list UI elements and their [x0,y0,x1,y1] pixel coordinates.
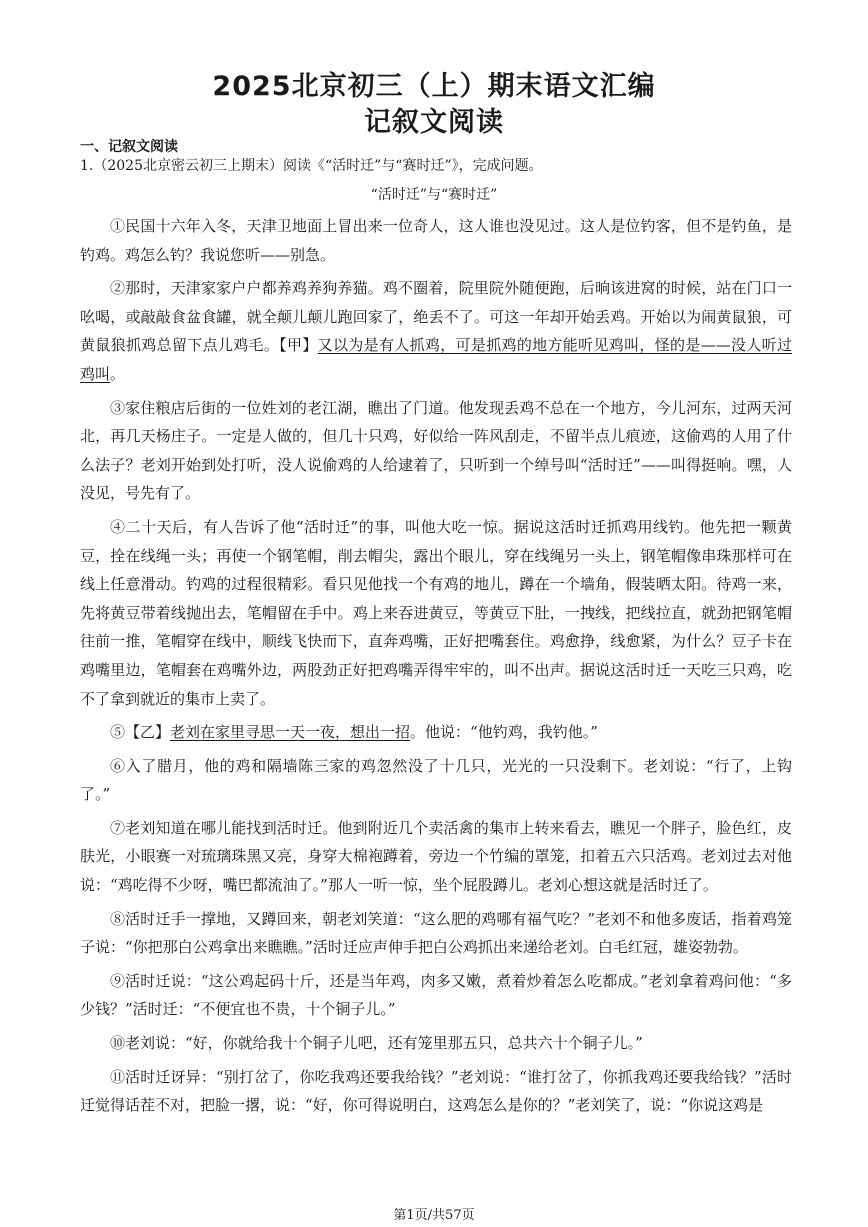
paragraph-5 [80,718,792,747]
paragraph-2-end: 。 [110,364,126,383]
paragraph-5-end: 。他说：“他钓鸡，我钓他。” [410,723,598,742]
paragraph-3: ③家住粮店后街的一位姓刘的老江湖，瞧出了门道。他发现丢鸡不总在一个地方，今儿河东，过两天河北，再几天杨庄子。一定是人做的，但几十只鸡，好似给一阵风刮走，不留半点儿痕迹，这偷鸡的人用了什么法子？老刘开始到处打听，没人说偷鸡的人给逮着了，只听到一个绰号叫“活时迁”——叫得挺响。嘿，人没见，号先有了。 [80,398,792,503]
paragraph-2 [80,274,792,388]
marker-yi: ⑤【乙】 [110,723,171,742]
paragraph-1: ①民国十六年入冬，天津卫地面上冒出来一位奇人，这人谁也没见过。这人是位钓客，但不是钓鱼，是钓鸡。鸡怎么钓？我说您听——别急。 [80,217,792,264]
underlined-sentence-jia: 又以为是有人抓鸡，可是抓鸡的地方能听见鸡叫，怪的是——没人听过鸡叫 [80,336,792,383]
document-subtitle: 记叙文阅读 [364,107,504,138]
underlined-sentence-yi: 老刘在家里寻思一天一夜，想出一招 [170,723,411,742]
document-title: 2025北京初三（上）期末语文汇编 [212,71,656,102]
paragraph-2-text: ②那时，天津家家户户都养鸡养狗养猫。鸡不圈着，院里院外随便跑，后晌该进窝的时候，站在门口一吆喝，或敲敲食盆食罐，就全颠儿颠儿跑回家了，绝丢不了。可这一年却开始丢鸡。开始以为闹黄鼠狼，可黄鼠狼抓鸡总留下点儿鸡毛。【甲】 [80,279,792,355]
article-body [80,212,792,1125]
section-heading: 一、记叙文阅读 [80,139,178,155]
paragraph-7: ⑦老刘知道在哪儿能找到活时迁。他到附近几个卖活禽的集市上转来看去，瞧见一个胖子，脸色红，皮肤光，小眼赛一对琉璃珠黑又亮，身穿大棉袍蹲着，旁边一个竹编的罩笼，扣着五六只活鸡。老刘过去对他说：“鸡吃得不少呀，嘴巴都流油了。”那人一听一惊，坐个屁股蹲儿。老刘心想这就是活时迁了。 [80,818,792,895]
article-title: “活时迁”与“赛时迁” [370,187,498,203]
paragraph-11: ⑪活时迁讶异：“别打岔了，你吃我鸡还要我给钱？”老刘说：“谁打岔了，你抓我鸡还要我给钱？”活时迁觉得话茬不对，把脸一撂，说：“好，你可得说明白，这鸡怎么是你的？”老刘笑了，说：“你说这鸡是 [80,1067,792,1115]
question-prompt: 1.（2025北京密云初三上期末）阅读《“活时迁”与“赛时迁”》，完成问题。 [80,158,543,174]
paragraph-6: ⑥入了腊月，他的鸡和隔墙陈三家的鸡忽然没了十几只，光光的一只没剩下。老刘说：“行了，上钩了。” [80,756,792,804]
paragraph-4: ④二十天后，有人告诉了他“活时迁”的事，叫他大吃一惊。据说这活时迁抓鸡用线钓。他先把一颗黄豆，拴在线绳一头；再使一个钢笔帽，削去帽尖，露出个眼儿，穿在线绳另一头上，钢笔帽像串珠那样可在线上任意滑动。钓鸡的过程很精彩。看只见他找一个有鸡的地儿，蹲在一个墙角，假装晒太阳。待鸡一来，先将黄豆带着线抛出去，笔帽留在手中。鸡上来吞进黄豆，等黄豆下肚，一拽线，把线拉直，就劲把钢笔帽往前一推，笔帽穿在线中，顺线飞快而下，直奔鸡嘴，正好把嘴套住。鸡愈挣，线愈紧，为什么？豆子卡在鸡嘴里边，笔帽套在鸡嘴外边，两股劲正好把鸡嘴弄得牢牢的，叫不出声。据说这活时迁一天吃三只鸡，吃不了拿到就近的集市上卖了。 [80,517,792,708]
paragraph-10: ⑩老刘说：“好，你就给我十个铜子儿吧，还有笼里那五只，总共六十个铜子儿。” [110,1034,643,1053]
paragraph-9: ⑨活时迁说：“这公鸡起码十斤，还是当年鸡，肉多又嫩，煮着炒着怎么吃都成。”老刘拿着鸡问他：“多少钱？”活时迁：“不便宜也不贵，十个铜子儿。” [80,971,792,1019]
paragraph-8: ⑧活时迁手一撑地，又蹲回来，朝老刘笑道：“这么肥的鸡哪有福气吃？”老刘不和他多废话，指着鸡笼子说：“你把那白公鸡拿出来瞧瞧。”活时迁应声伸手把白公鸡抓出来递给老刘。白毛红冠，雄姿勃勃。 [80,909,792,957]
page-number: 第1页/共57页 [393,1208,475,1223]
